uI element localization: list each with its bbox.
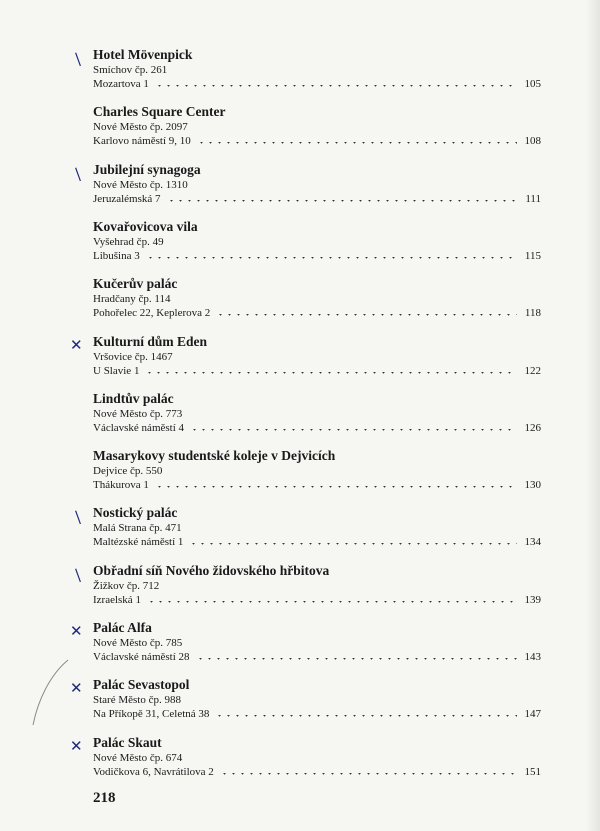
entry-district: Žižkov čp. 712 bbox=[93, 580, 160, 592]
entry-address-line bbox=[93, 707, 541, 721]
entry-title: Palác Skaut bbox=[93, 735, 162, 750]
index-entry bbox=[93, 104, 541, 148]
entry-page-number: 115 bbox=[524, 250, 541, 262]
entry-address-line bbox=[93, 77, 541, 91]
entry-district: Malá Strana čp. 471 bbox=[93, 522, 182, 534]
handwritten-cross-mark: ✕ bbox=[70, 336, 83, 354]
entry-page-number: 111 bbox=[525, 193, 541, 205]
dot-leader bbox=[155, 486, 517, 489]
dot-leader bbox=[189, 543, 517, 546]
entry-title: Nostický palác bbox=[93, 505, 178, 520]
dot-leader bbox=[145, 372, 517, 375]
entry-address-line bbox=[93, 535, 541, 549]
index-entry bbox=[93, 505, 541, 549]
entry-title: Obřadní síň Nového židovského hřbitova bbox=[93, 563, 330, 578]
entry-address: Na Příkopě 31, Celetná 38 bbox=[93, 708, 210, 720]
entry-title: Masarykovy studentské koleje v Dejvicích bbox=[93, 448, 336, 463]
entry-address: Thákurova 1 bbox=[93, 479, 149, 491]
entry-district: Dejvice čp. 550 bbox=[93, 465, 163, 477]
handwritten-cross-mark: ✕ bbox=[70, 737, 83, 755]
index-entry bbox=[93, 448, 541, 492]
dot-leader bbox=[216, 314, 517, 317]
entry-address: Jeruzalémská 7 bbox=[93, 193, 161, 205]
index-entry bbox=[93, 391, 541, 435]
index-entry bbox=[93, 620, 541, 664]
entry-address: Mozartova 1 bbox=[93, 78, 149, 90]
entry-title: Lindtův palác bbox=[93, 391, 174, 406]
entry-title: Charles Square Center bbox=[93, 104, 226, 119]
entry-title: Kučerův palác bbox=[93, 276, 178, 291]
entry-district: Nové Město čp. 2097 bbox=[93, 121, 188, 133]
entry-district: Nové Město čp. 773 bbox=[93, 408, 183, 420]
handwritten-dot-mark: ❘ bbox=[69, 565, 87, 585]
dot-leader bbox=[155, 85, 517, 88]
handwritten-dot-mark: ❘ bbox=[69, 507, 87, 527]
index-entry bbox=[93, 334, 541, 378]
entry-page-number: 143 bbox=[524, 651, 541, 663]
entry-page-number: 126 bbox=[524, 422, 541, 434]
dot-leader bbox=[220, 773, 517, 776]
entry-page-number: 147 bbox=[524, 708, 541, 720]
entry-district: Nové Město čp. 1310 bbox=[93, 179, 188, 191]
entry-district: Vršovice čp. 1467 bbox=[93, 351, 173, 363]
index-entry bbox=[93, 677, 541, 721]
entry-address: Václavské náměstí 4 bbox=[93, 422, 185, 434]
entry-address-line bbox=[93, 593, 541, 607]
handwritten-dot-mark: ❘ bbox=[69, 49, 87, 69]
entry-title: Hotel Mövenpick bbox=[93, 47, 193, 62]
entry-page-number: 130 bbox=[524, 479, 541, 491]
handwritten-cross-mark: ✕ bbox=[70, 622, 83, 640]
index-entry bbox=[93, 162, 541, 206]
index-entry bbox=[93, 47, 541, 91]
entry-title: Kulturní dům Eden bbox=[93, 334, 208, 349]
entry-address: Vodičkova 6, Navrátilova 2 bbox=[93, 766, 214, 778]
entry-district: Hradčany čp. 114 bbox=[93, 293, 171, 305]
dot-leader bbox=[215, 715, 517, 718]
entry-page-number: 105 bbox=[524, 78, 541, 90]
entry-title: Palác Alfa bbox=[93, 620, 152, 635]
dot-leader bbox=[197, 142, 517, 145]
entry-page-number: 118 bbox=[524, 307, 541, 319]
index-entry bbox=[93, 735, 541, 779]
entry-page-number: 122 bbox=[524, 365, 541, 377]
entry-address-line bbox=[93, 421, 541, 435]
entry-address: Václavské náměstí 28 bbox=[93, 651, 190, 663]
entry-address: Pohořelec 22, Keplerova 2 bbox=[93, 307, 211, 319]
entry-address-line bbox=[93, 306, 541, 320]
dot-leader bbox=[190, 429, 517, 432]
entry-page-number: 108 bbox=[524, 135, 541, 147]
dot-leader bbox=[196, 658, 517, 661]
entry-address-line bbox=[93, 192, 541, 206]
entry-address: U Slavie 1 bbox=[93, 365, 140, 377]
entry-district: Smíchov čp. 261 bbox=[93, 64, 168, 76]
entry-address-line bbox=[93, 364, 541, 378]
entry-title: Kovařovicova vila bbox=[93, 219, 198, 234]
entry-title: Jubilejní synagoga bbox=[93, 162, 201, 177]
entry-address: Maltézské náměstí 1 bbox=[93, 536, 184, 548]
entry-address: Libušina 3 bbox=[93, 250, 140, 262]
entry-title: Palác Sevastopol bbox=[93, 677, 190, 692]
entry-address-line bbox=[93, 249, 541, 263]
index-entry bbox=[93, 276, 541, 320]
entry-page-number: 134 bbox=[524, 536, 541, 548]
entry-page-number: 139 bbox=[524, 594, 541, 606]
entry-address-line bbox=[93, 765, 541, 779]
entry-address: Karlovo náměstí 9, 10 bbox=[93, 135, 191, 147]
entry-district: Nové Město čp. 674 bbox=[93, 752, 183, 764]
entry-address: Izraelská 1 bbox=[93, 594, 141, 606]
entry-district: Nové Město čp. 785 bbox=[93, 637, 183, 649]
index-entry bbox=[93, 219, 541, 263]
index-entry bbox=[93, 563, 541, 607]
entry-address-line bbox=[93, 478, 541, 492]
entry-address-line bbox=[93, 134, 541, 148]
entry-address-line bbox=[93, 650, 541, 664]
handwritten-dot-mark: ❘ bbox=[69, 164, 87, 184]
dot-leader bbox=[167, 200, 518, 203]
handwritten-cross-mark: ✕ bbox=[70, 679, 83, 697]
page-number: 218 bbox=[93, 790, 116, 806]
entry-district: Vyšehrad čp. 49 bbox=[93, 236, 164, 248]
dot-leader bbox=[146, 257, 517, 260]
entry-page-number: 151 bbox=[524, 766, 541, 778]
dot-leader bbox=[147, 601, 517, 604]
entry-district: Staré Město čp. 988 bbox=[93, 694, 181, 706]
